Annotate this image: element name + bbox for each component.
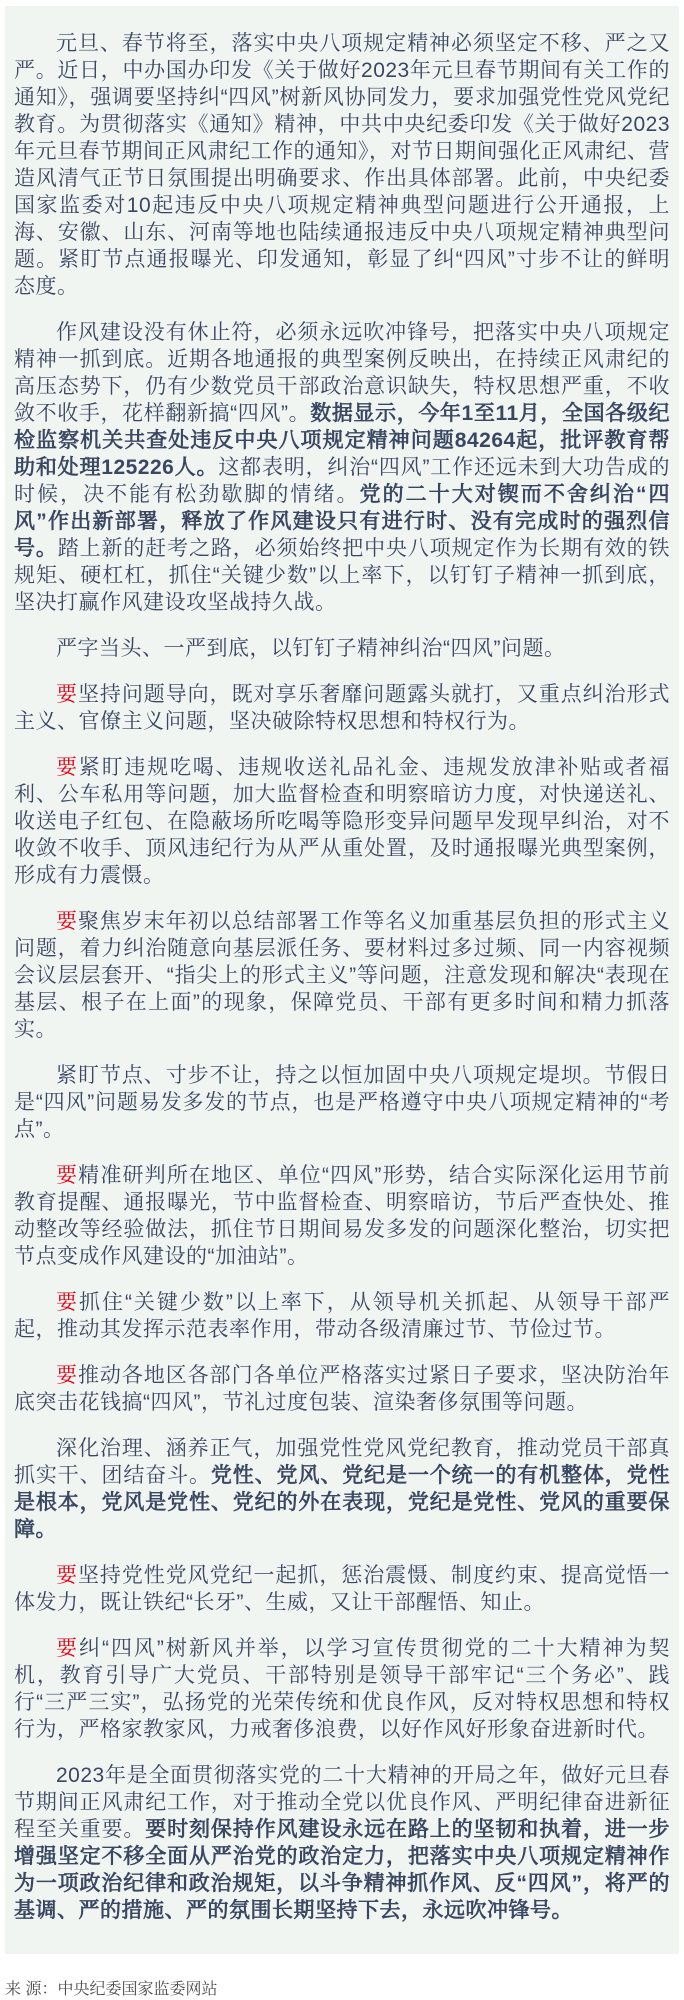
- red-emphasis-text: 要: [56, 1164, 79, 1187]
- body-text: 坚持党性党风党纪一起抓，惩治震慑、制度约束、提高觉悟一体发力，既让铁纪“长牙”、生威，又让干部醒悟、知止。: [14, 1564, 671, 1614]
- red-emphasis-text: 要: [56, 756, 79, 779]
- paragraph: [14, 1562, 670, 1616]
- paragraph: [14, 681, 670, 735]
- red-emphasis-text: 要: [56, 683, 78, 706]
- paragraph: [14, 635, 670, 662]
- body-text: 这都表明，纠治“四风”工作还远未到大功告成的时候，决不能有松劲歇脚的情绪。: [14, 456, 670, 506]
- bold-emphasis-text: 要时刻保持作风建设永远在路上的坚韧和执着，进一步增强坚定不移全面从严治党的政治定力，把落实中央八项规定精神作为一项政治纪律和政治规矩，以斗争精神抓作风、反“四风”，将严的基调、严的措施、严的氛围长期坚持下去，永远吹冲锋号。: [14, 1818, 671, 1922]
- paragraph: [14, 1062, 670, 1143]
- paragraph: [14, 1162, 670, 1270]
- red-emphasis-text: 要: [56, 1637, 79, 1660]
- body-text: 2023年是全面贯彻落实党的二十大精神的开局之年，做好元旦春节期间正风肃纪工作，对于推动全党以优良作风、严明纪律奋进新征程至关重要。: [14, 1764, 670, 1841]
- paragraph: [14, 319, 670, 616]
- body-text: 元旦、春节将至，落实中央八项规定精神必须坚定不移、严之又严。近日，中办国办印发《关于做好2023年元旦春节期间有关工作的通知》，强调要坚持纠“四风”树新风协同发力，要求加强党性党风党纪教育。为贯彻落实《通知》精神，中共中央纪委印发《关于做好2023年元旦春节期间正风肃纪工作的通知》，对节日期间强化正风肃纪、营造风清气正节日氛围提出明确要求、作出具体部署。此前，中央纪委国家监委对10起违反中央八项规定精神典型问题进行公开通报，上海、安徽、山东、河南等地也陆续通报违反中央八项规定精神典型问题。紧盯节点通报曝光、印发通知，彰显了纠“四风”寸步不让的鲜明态度。: [14, 32, 670, 298]
- body-text: 紧盯违规吃喝、违规收送礼品礼金、违规发放津补贴或者福利、公车私用等问题，加大监督检查和明察暗访力度，对快递送礼、收送电子红包、在隐蔽场所吃喝等隐形变异问题早发现早纠治，对不收敛不收手、顶风违纪行为从严从重处置，及时通报曝光典型案例，形成有力震慑。: [14, 756, 671, 887]
- article-body: [14, 30, 670, 1924]
- red-emphasis-text: 要: [56, 1364, 78, 1387]
- paragraph: [14, 908, 670, 1043]
- body-text: 紧盯节点、寸步不让，持之以恒加固中央八项规定堤坝。节假日是“四风”问题易发多发的节点，也是严格遵守中央八项规定精神的“考点”。: [14, 1064, 670, 1141]
- body-text: 推动各地区各部门各单位严格落实过紧日子要求，坚决防治年底突击花钱搞“四风”，节礼过度包装、渲染奢侈氛围等问题。: [14, 1364, 671, 1414]
- body-text: 严字当头、一严到底，以钉钉子精神纠治“四风”问题。: [56, 637, 566, 660]
- paragraph: [14, 1635, 670, 1743]
- body-text: 作风建设没有休止符，必须永远吹冲锋号，把落实中央八项规定精神一抓到底。近期各地通报的典型案例反映出，在持续正风肃纪的高压态势下，仍有少数党员干部政治意识缺失，特权思想严重，不收敛不收手，花样翻新搞“四风”。: [14, 321, 670, 425]
- body-text: 坚持问题导向，既对享乐奢靡问题露头就打，又重点纠治形式主义、官僚主义问题，坚决破除特权思想和特权行为。: [14, 683, 671, 733]
- paragraph: [14, 754, 670, 889]
- body-text: 深化治理、涵养正气，加强党性党风党纪教育，推动党员干部真抓实干、团结奋斗。: [14, 1437, 670, 1487]
- paragraph: [14, 1289, 670, 1343]
- bold-emphasis-text: 党性、党风、党纪是一个统一的有机整体，党性是根本，党风是党性、党纪的外在表现，党纪是党性、党风的重要保障。: [14, 1464, 671, 1541]
- paragraph: [14, 1435, 670, 1543]
- article-card: [5, 6, 679, 1954]
- body-text: 纠“四风”树新风并举，以学习宣传贯彻党的二十大精神为契机，教育引导广大党员、干部特别是领导干部牢记“三个务必”、践行“三严三实”，弘扬党的光荣传统和优良作风，反对特权思想和特权行为，严格家教家风，力戒奢侈浪费，以好作风好形象奋进新时代。: [14, 1637, 671, 1741]
- body-text: 抓住“关键少数”以上率下，从领导机关抓起、从领导干部严起，推动其发挥示范表率作用，带动各级清廉过节、节俭过节。: [14, 1291, 671, 1341]
- paragraph: [14, 30, 670, 300]
- body-text: 精准研判所在地区、单位“四风”形势，结合实际深化运用节前教育提醒、通报曝光，节中监督检查、明察暗访，节后严查快处、推动整改等经验做法，抓住节日期间易发多发的问题深化整治，切实把节点变成作风建设的“加油站”。: [14, 1164, 671, 1268]
- paragraph: [14, 1762, 670, 1924]
- red-emphasis-text: 要: [56, 910, 78, 933]
- bold-emphasis-text: 数据显示，今年1至11月，全国各级纪检监察机关共查处违反中央八项规定精神问题84264起，批评教育帮助和处理125226人。: [14, 402, 670, 479]
- source-line: 来 源：中央纪委国家监委网站: [5, 1981, 218, 1998]
- body-text: 踏上新的赶考之路，必须始终把中央八项规定作为长期有效的铁规矩、硬杠杠，抓住“关键少数”以上率下，以钉钉子精神一抓到底，坚决打赢作风建设攻坚战持久战。: [14, 537, 671, 614]
- red-emphasis-text: 要: [56, 1564, 78, 1587]
- bold-emphasis-text: 党的二十大对锲而不舍纠治“四风”作出新部署，释放了作风建设只有进行时、没有完成时的强烈信号。: [14, 483, 671, 560]
- body-text: 聚焦岁末年初以总结部署工作等名义加重基层负担的形式主义问题，着力纠治随意向基层派任务、要材料过多过频、同一内容视频会议层层套开、“指尖上的形式主义”等问题，注意发现和解决“表现在基层、根子在上面”的现象，保障党员、干部有更多时间和精力抓落实。: [14, 910, 671, 1041]
- red-emphasis-text: 要: [56, 1291, 79, 1314]
- paragraph: [14, 1362, 670, 1416]
